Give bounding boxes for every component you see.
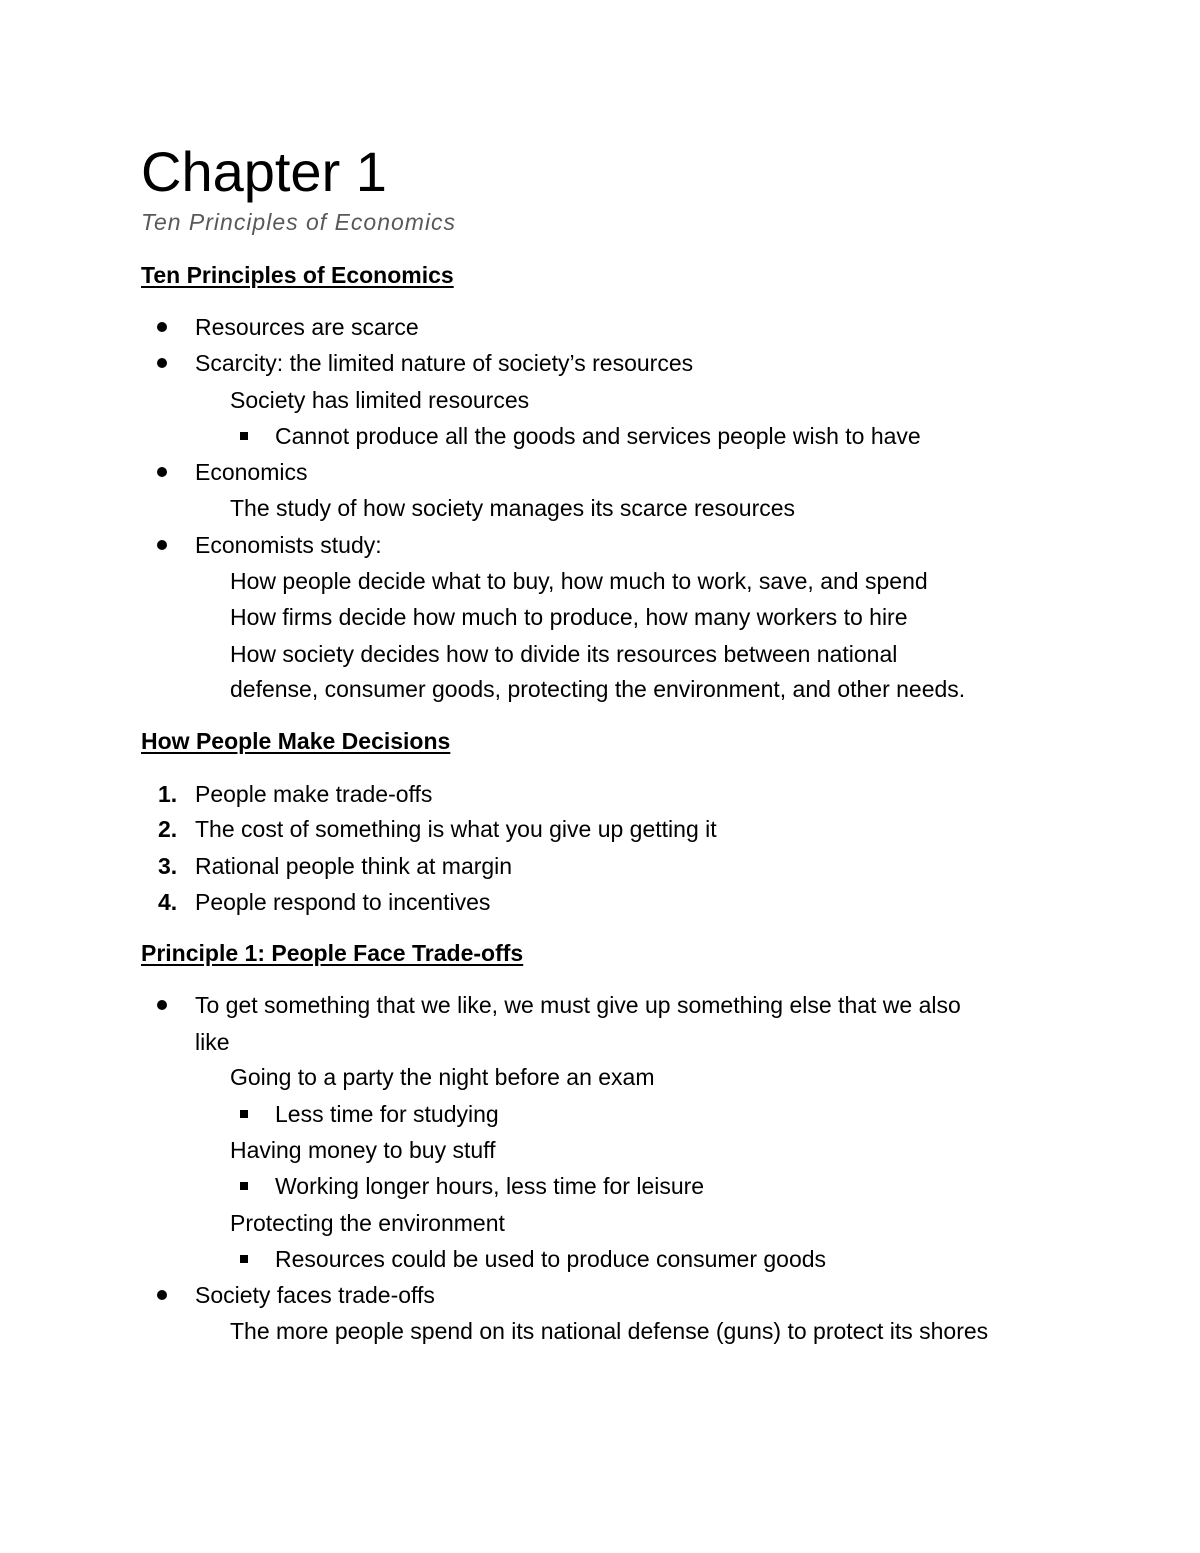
section-heading-principle-1: Principle 1: People Face Trade-offs <box>141 940 524 966</box>
square-bullet-icon <box>240 1255 248 1263</box>
bullet-icon <box>157 540 167 550</box>
list-item: Working longer hours, less time for leisure <box>275 1173 705 1199</box>
list-item: Resources are scarce <box>195 314 419 340</box>
list-item: How society decides how to divide its resources between national <box>230 641 898 667</box>
list-item: People respond to incentives <box>195 889 491 915</box>
list-item: Economists study: <box>195 532 382 558</box>
list-item: Going to a party the night before an exam <box>230 1064 655 1090</box>
list-item: Economics <box>195 459 308 485</box>
list-item: People make trade-offs <box>195 781 433 807</box>
bullet-icon <box>157 1000 167 1010</box>
list-item: Society has limited resources <box>230 387 530 413</box>
list-item: Resources could be used to produce consumer goods <box>275 1246 827 1272</box>
list-item: Less time for studying <box>275 1101 499 1127</box>
list-item: Having money to buy stuff <box>230 1137 496 1163</box>
bullet-icon <box>157 1290 167 1300</box>
section-heading-decisions: How People Make Decisions <box>141 728 451 754</box>
list-item: How people decide what to buy, how much to work, save, and spend <box>230 568 928 594</box>
list-item: Protecting the environment <box>230 1210 505 1236</box>
list-number: 3. <box>158 853 178 879</box>
list-item: To get something that we like, we must give up something else that we also <box>195 992 961 1018</box>
page-subtitle: Ten Principles of Economics <box>141 209 457 235</box>
list-item: Rational people think at margin <box>195 853 513 879</box>
page-title: Chapter 1 <box>141 140 387 203</box>
list-item: How firms decide how much to produce, how many workers to hire <box>230 604 908 630</box>
square-bullet-icon <box>240 1182 248 1190</box>
list-item: defense, consumer goods, protecting the environment, and other needs. <box>230 676 966 702</box>
section-heading-ten-principles: Ten Principles of Economics <box>141 262 454 288</box>
bullet-icon <box>157 358 167 368</box>
list-item: Society faces trade-offs <box>195 1282 435 1308</box>
list-number: 2. <box>158 816 178 842</box>
list-number: 1. <box>158 781 178 807</box>
bullet-icon <box>157 322 167 332</box>
square-bullet-icon <box>240 1110 248 1118</box>
list-item: Scarcity: the limited nature of society’s resources <box>195 350 694 376</box>
list-item: Cannot produce all the goods and services people wish to have <box>275 423 921 449</box>
list-item: The study of how society manages its scarce resources <box>230 495 796 521</box>
list-item: The cost of something is what you give up getting it <box>195 816 717 842</box>
list-item: The more people spend on its national defense (guns) to protect its shores <box>230 1318 989 1344</box>
list-item: like <box>195 1029 230 1055</box>
list-number: 4. <box>158 889 178 915</box>
square-bullet-icon <box>240 432 248 440</box>
bullet-icon <box>157 467 167 477</box>
